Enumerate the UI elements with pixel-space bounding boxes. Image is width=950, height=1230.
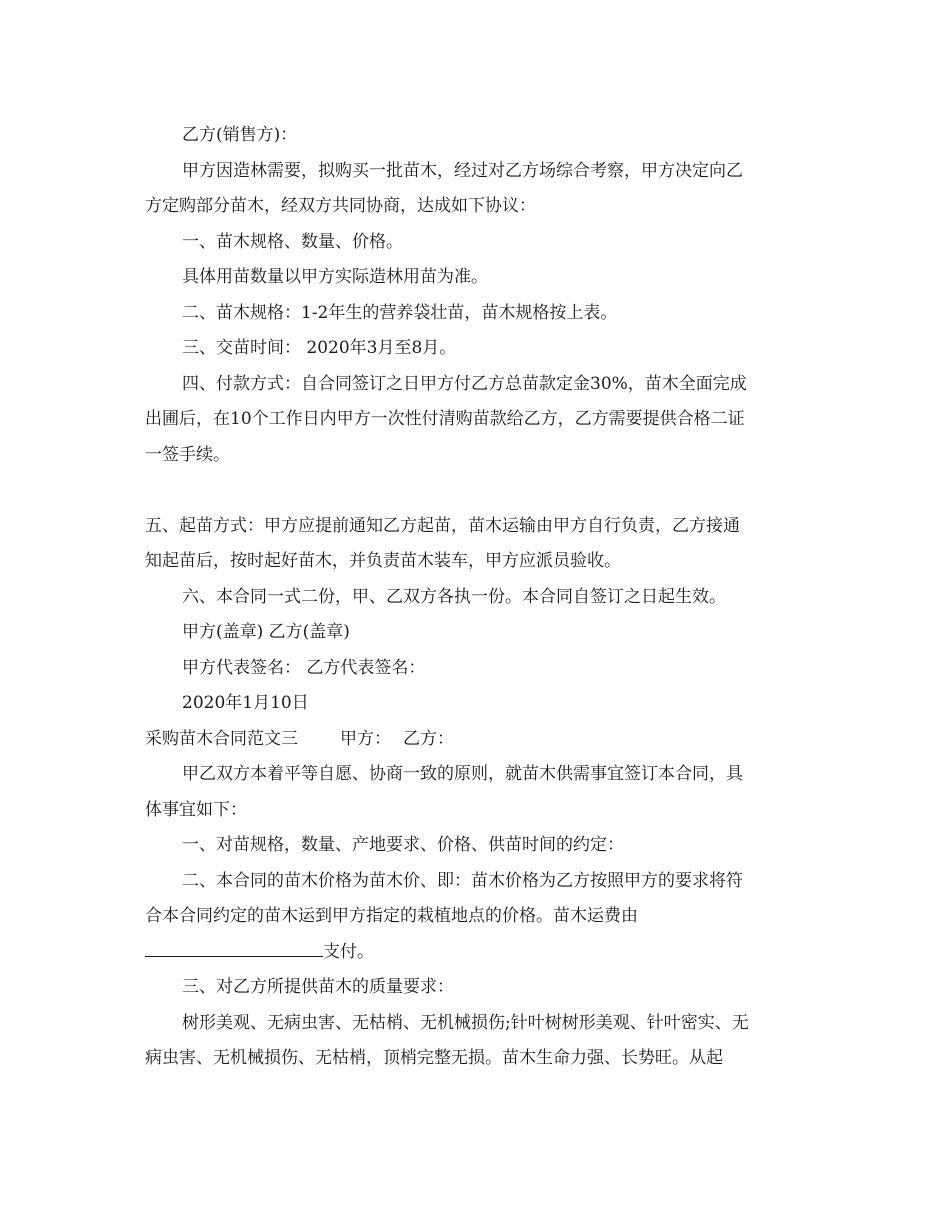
fill-in-blank xyxy=(145,938,323,957)
seller-party-label: 乙方(销售方)： xyxy=(182,125,298,145)
paragraph-gap xyxy=(145,473,810,509)
blank-suffix: 支付。 xyxy=(323,941,374,962)
paragraph-line: 一签手续。 xyxy=(145,444,230,465)
contract-date: 2020年1月10日 xyxy=(182,693,309,713)
paragraph-line: 出圃后，在10个工作日内甲方一次性付清购苗款给乙方，乙方需要提供合格二证 xyxy=(145,409,745,429)
clause-heading: 四、付款方式：自合同签订之日甲方付乙方总苗款定金30%，苗木全面完成 xyxy=(182,373,747,394)
clause-heading: 二、苗木规格：1-2年生的营养袋壮苗，苗木规格按上表。 xyxy=(182,302,618,323)
seal-line: 甲方(盖章) 乙方(盖章) xyxy=(182,622,350,642)
clause-heading: 二、本合同的苗木价格为苗木价、即：苗木价格为乙方按照甲方的要求将符 xyxy=(182,870,743,891)
section-title-line xyxy=(145,722,810,758)
paragraph-line: 合本合同约定的苗木运到甲方指定的栽植地点的价格。苗木运费由 xyxy=(145,906,638,926)
contract-document xyxy=(145,118,810,1077)
paragraph-line: 体事宜如下： xyxy=(145,799,247,820)
section-title: 采购苗木合同范文三 xyxy=(145,728,298,749)
paragraph-line: 树形美观、无病虫害、无枯梢、无机械损伤;针叶树树形美观、针叶密实、无 xyxy=(182,1012,749,1033)
clause-heading: 六、本合同一式二份，甲、乙双方各执一份。本合同自签订之日起生效。 xyxy=(182,586,726,607)
signature-line: 甲方代表签名： 乙方代表签名： xyxy=(182,657,426,678)
clause-heading: 一、对苗规格，数量、产地要求、价格、供苗时间的约定： xyxy=(182,835,624,855)
paragraph-line: 知起苗后，按时起好苗木，并负责苗木装车，甲方应派员验收。 xyxy=(145,551,621,571)
party-a-label: 甲方： xyxy=(340,728,391,749)
clause-heading: 三、交苗时间： 2020年3月至8月。 xyxy=(182,338,457,358)
paragraph-line: 病虫害、无机械损伤、无枯梢，顶梢完整无损。苗木生命力强、长势旺。从起 xyxy=(145,1048,723,1068)
party-b-label: 乙方： xyxy=(403,728,454,749)
paragraph-line: 甲方因造林需要，拟购买一批苗木，经过对乙方场综合考察，甲方决定向乙 xyxy=(182,160,743,181)
paragraph-line: 甲乙双方本着平等自愿、协商一致的原则，就苗木供需事宜签订本合同，具 xyxy=(182,764,743,784)
clause-heading: 三、对乙方所提供苗木的质量要求： xyxy=(182,977,454,997)
blank-fill-line xyxy=(145,935,810,971)
paragraph-line: 具体用苗数量以甲方实际造林用苗为准。 xyxy=(182,267,488,287)
paragraph-line: 方定购部分苗木，经双方共同协商，达成如下协议： xyxy=(145,196,536,216)
clause-heading: 五、起苗方式：甲方应提前通知乙方起苗，苗木运输由甲方自行负责，乙方接通 xyxy=(145,515,740,536)
clause-heading: 一、苗木规格、数量、价格。 xyxy=(182,231,403,252)
